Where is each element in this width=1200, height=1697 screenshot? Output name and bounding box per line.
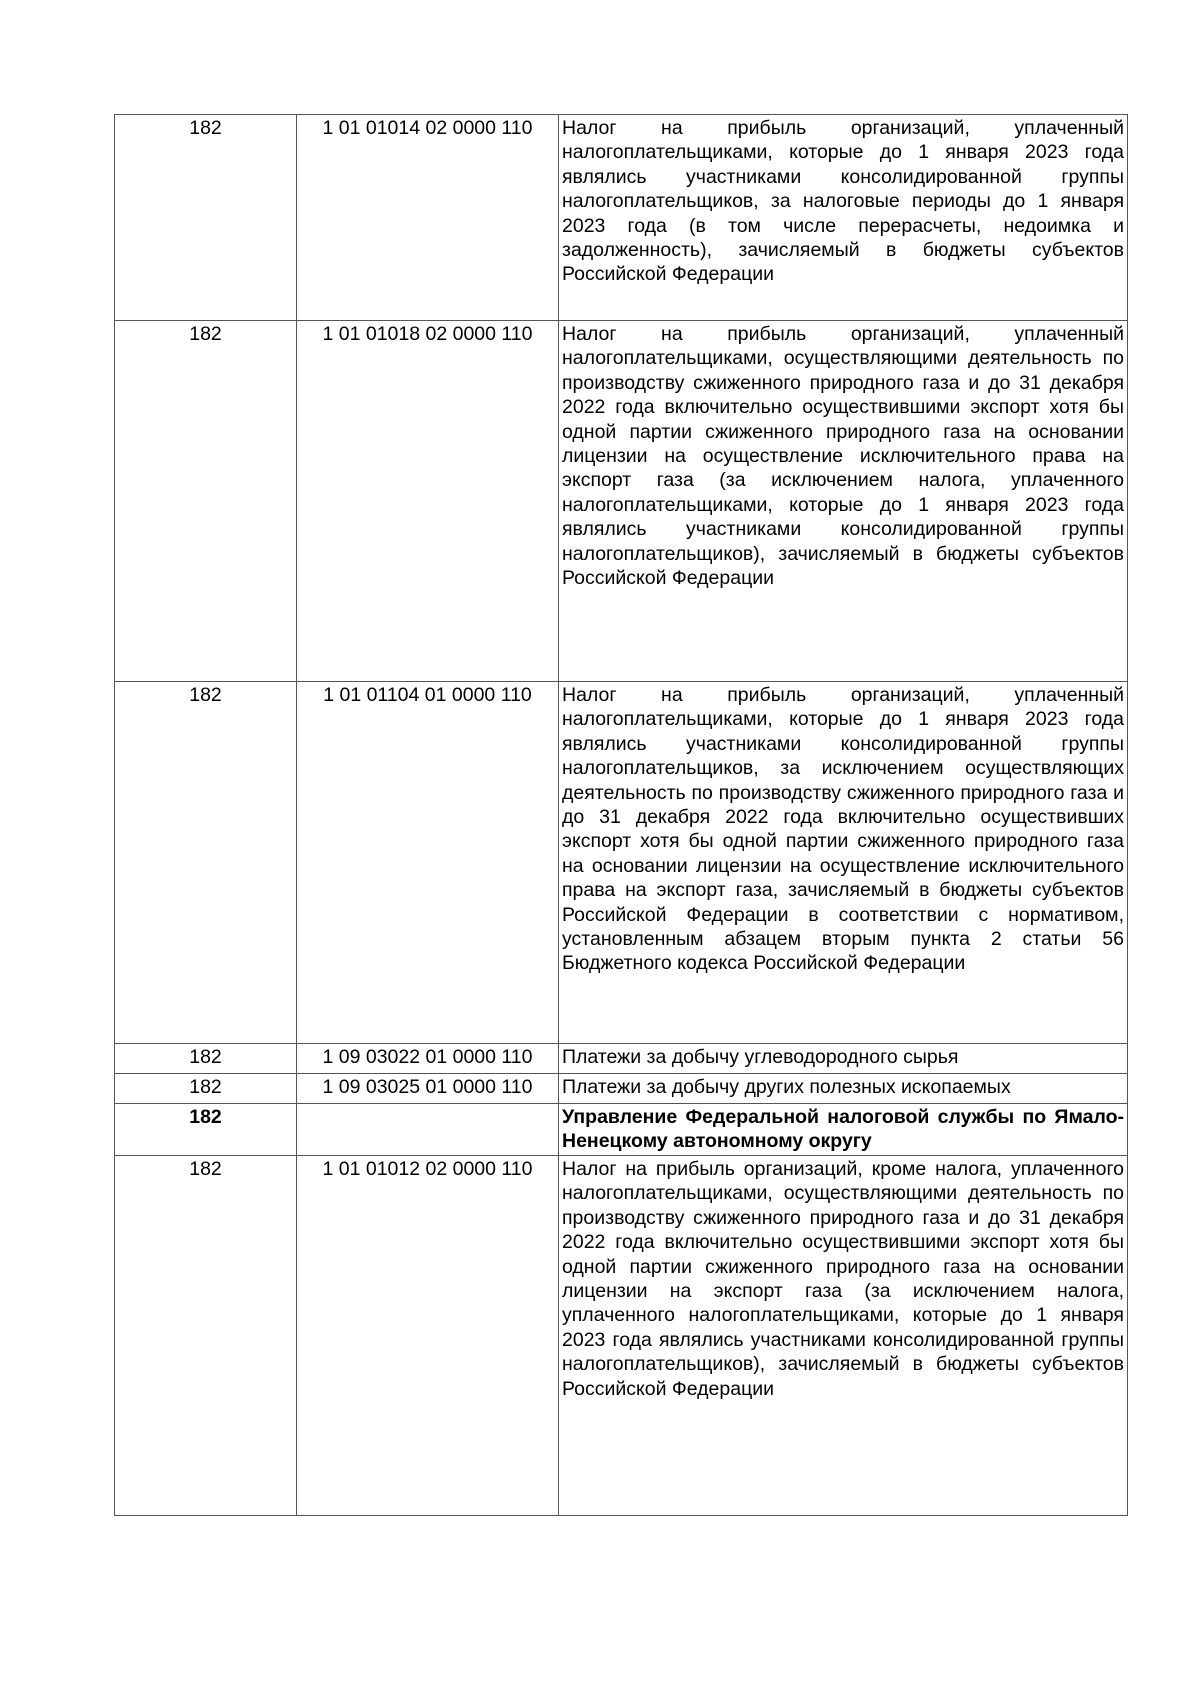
- revenue-name-cell: Платежи за добычу других полезных ископаемых: [559, 1074, 1128, 1104]
- budget-code-cell: 1 01 01104 01 0000 110: [297, 682, 559, 1044]
- table-row: [115, 1156, 1128, 1516]
- admin-code-cell: 182: [115, 321, 297, 682]
- budget-code-cell: 1 09 03025 01 0000 110: [297, 1074, 559, 1104]
- table-row: [115, 115, 1128, 321]
- revenue-name-cell: Налог на прибыль организаций, кроме налога, уплаченного налогоплательщиками, осуществляющими деятельность по производству сжиженного природного газа и до 31 декабря 2022 года включительно осуществившими экспорт хотя бы одной партии сжиженного природного газа на основании лицензии на экспорт газа (за исключением налога, уплаченного налогоплательщиками, которые до 1 января 2023 года являлись участниками консолидированной группы налогоплательщиков), зачисляемый в бюджеты субъектов Российской Федерации: [559, 1156, 1128, 1516]
- admin-code-cell: 182: [115, 1156, 297, 1516]
- administrator-name-cell: Управление Федеральной налоговой службы по Ямало-Ненецкому автономному округу: [559, 1104, 1128, 1156]
- budget-code-cell: 1 09 03022 01 0000 110: [297, 1044, 559, 1074]
- revenue-name-cell: Налог на прибыль организаций, уплаченный налогоплательщиками, которые до 1 января 2023 года являлись участниками консолидированной группы налогоплательщиков, за налоговые периоды до 1 января 2023 года (в том числе перерасчеты, недоимка и задолженность), зачисляемый в бюджеты субъектов Российской Федерации: [559, 115, 1128, 321]
- admin-code-cell: 182: [115, 1104, 297, 1156]
- budget-code-cell: 1 01 01018 02 0000 110: [297, 321, 559, 682]
- budget-code-cell: 1 01 01014 02 0000 110: [297, 115, 559, 321]
- table-row: [115, 682, 1128, 1044]
- admin-code-cell: 182: [115, 115, 297, 321]
- table-row: [115, 1044, 1128, 1074]
- budget-code-cell: 1 01 01012 02 0000 110: [297, 1156, 559, 1516]
- admin-code-cell: 182: [115, 1074, 297, 1104]
- admin-code-cell: 182: [115, 1044, 297, 1074]
- revenue-name-cell: Платежи за добычу углеводородного сырья: [559, 1044, 1128, 1074]
- revenue-name-cell: Налог на прибыль организаций, уплаченный налогоплательщиками, которые до 1 января 2023 года являлись участниками консолидированной группы налогоплательщиков, за исключением осуществляющих деятельность по производству сжиженного природного газа и до 31 декабря 2022 года включительно осуществивших экспорт хотя бы одной партии сжиженного природного газа на основании лицензии на осуществление исключительного права на экспорт газа, зачисляемый в бюджеты субъектов Российской Федерации в соответствии с нормативом, установленным абзацем вторым пункта 2 статьи 56 Бюджетного кодекса Российской Федерации: [559, 682, 1128, 1044]
- table-row: [115, 321, 1128, 682]
- revenue-codes-table: [114, 114, 1128, 1516]
- admin-code-cell: 182: [115, 682, 297, 1044]
- table-row: [115, 1074, 1128, 1104]
- revenue-name-cell: Налог на прибыль организаций, уплаченный налогоплательщиками, осуществляющими деятельность по производству сжиженного природного газа и до 31 декабря 2022 года включительно осуществившими экспорт хотя бы одной партии сжиженного природного газа на основании лицензии на осуществление исключительного права на экспорт газа (за исключением налога, уплаченного налогоплательщиками, которые до 1 января 2023 года являлись участниками консолидированной группы налогоплательщиков), зачисляемый в бюджеты субъектов Российской Федерации: [559, 321, 1128, 682]
- section-header-row: [115, 1104, 1128, 1156]
- budget-code-cell: [297, 1104, 559, 1156]
